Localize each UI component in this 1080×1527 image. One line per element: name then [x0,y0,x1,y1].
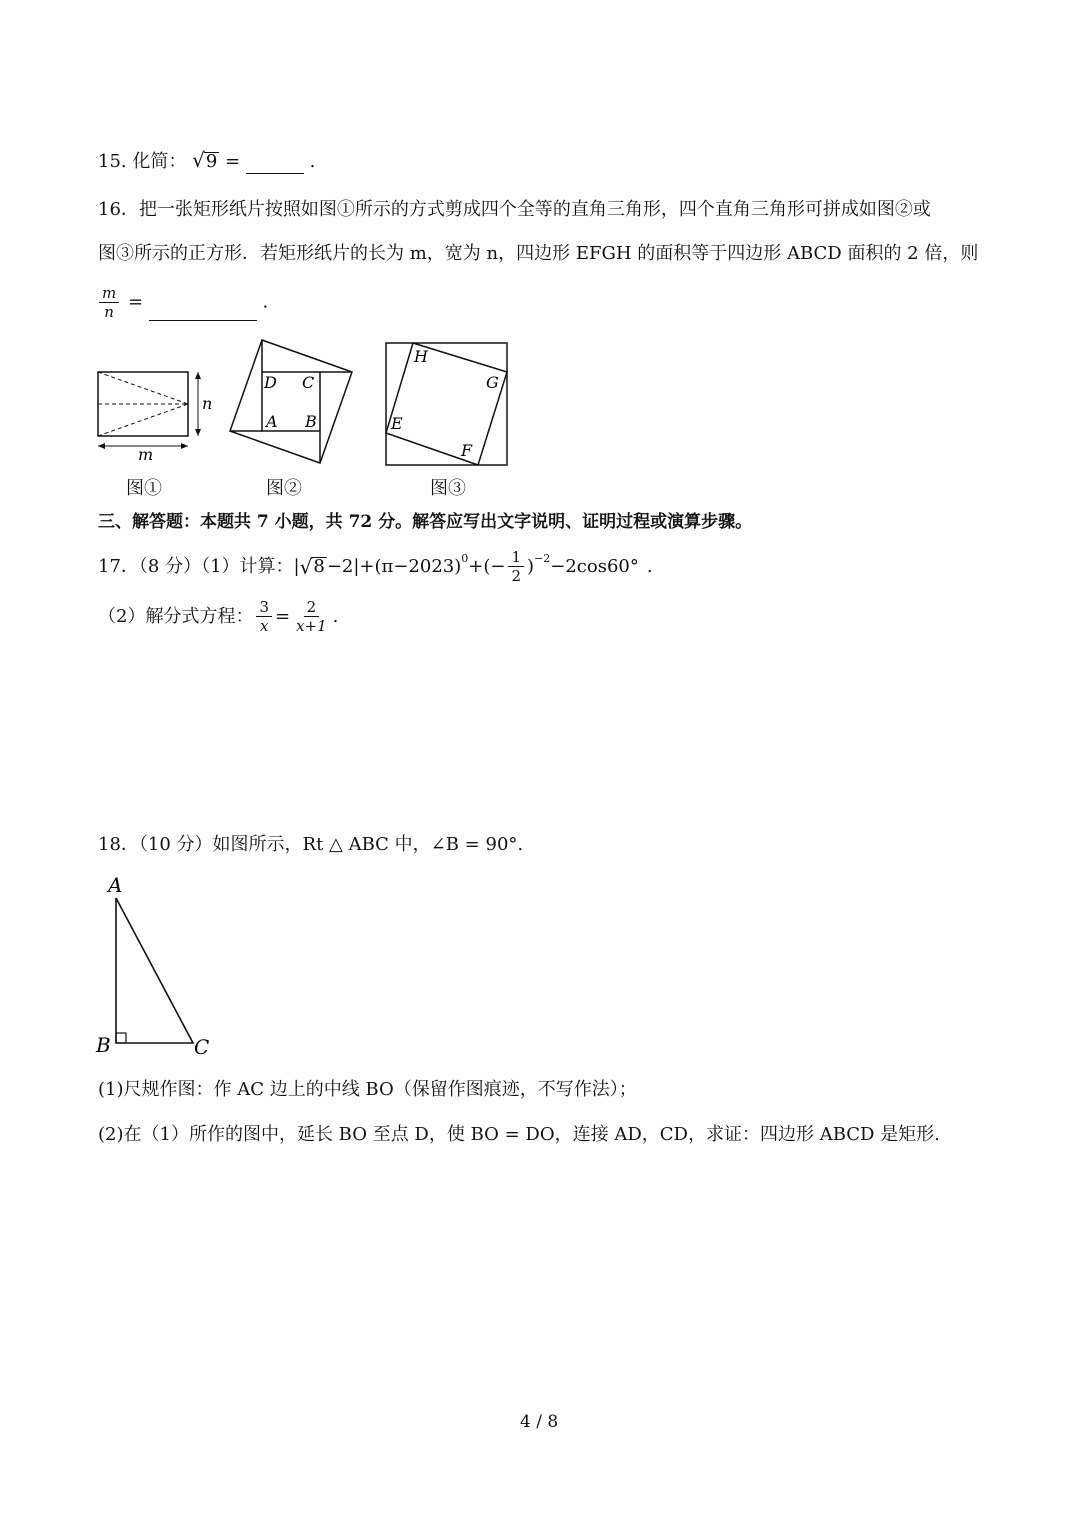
q17-lhs-den: x [259,617,269,635]
q15-radicand: 9 [205,151,218,172]
fig1-label-n: n [202,394,213,413]
q15-prompt: 化简： [132,151,187,172]
fig1-dash-3 [98,404,188,436]
q18-part-2: (2)在（1）所作的图中，延长 BO 至点 D，使 BO = DO，连接 AD，CD，求证：四边形 ABCD 是矩形. [98,1124,940,1145]
q16-frac-num: m [99,284,119,303]
q16-frac-den: n [104,303,114,321]
q18-part-1: (1)尺规作图：作 AC 边上的中线 BO（保留作图痕迹，不写作法）； [98,1079,637,1100]
label-b: B [96,1033,111,1057]
q16-equals: = [127,291,144,313]
q17-lhs-fraction [256,598,272,635]
q16-answer-line [96,284,268,321]
fig3-caption: 图③ [430,478,466,499]
q17-half-num: 1 [508,548,524,567]
question-15 [98,148,315,174]
fig2-label-d: D [264,373,277,392]
q17-lhs-num: 3 [256,598,272,617]
q17-close-paren: ) [527,555,535,577]
radical-sign: √ [192,148,205,172]
fig1-n-arrowhead-bottom [195,429,201,436]
q16-line-1: 16．把一张矩形纸片按照如图①所示的方式剪成四个全等的直角三角形，四个直角三角形可拼成如图②或 [98,199,931,220]
figure-3 [386,343,507,465]
q17-tail: −2cos60° [550,555,639,577]
q17-rhs-den: x+1 [296,617,327,635]
q18-triangle-figure [90,870,230,1060]
fig2-label-a: A [266,412,278,431]
q17-rhs-fraction [293,598,330,635]
q17-label: 17．（8 分）（1）计算： [98,555,294,577]
q17-plus-paren: +(− [468,555,506,577]
section-3-heading: 三、解答题：本题共 7 小题，共 72 分。解答应写出文字说明、证明过程或演算步骤。 [98,512,753,532]
fig3-label-g: G [486,373,499,392]
fig3-outer-square [386,343,507,465]
q15-equals: = [225,151,241,172]
figure-2 [230,340,352,463]
q17-equals: = [275,605,291,627]
q17-half-den: 2 [511,567,521,585]
q17-abs-rest: −2|+(π−2023) [326,555,462,577]
q17-radical-sign: √ [299,554,313,579]
fig1-m-arrowhead-left [98,443,105,449]
fig3-label-h: H [414,347,428,366]
q16-end: . [262,291,269,313]
fig2-label-b: B [305,412,317,431]
fig2-outer-square [230,340,352,463]
fig3-label-e: E [391,414,403,433]
fig1-label-m: m [138,445,154,464]
q17-exp-neg2: −2 [534,551,551,565]
label-a: A [108,873,123,897]
label-c: C [194,1035,210,1059]
q16-fraction [99,284,119,321]
q16-answer-blank [149,302,257,321]
fig1-n-arrowhead-top [195,372,201,379]
q17-half-fraction [508,548,524,585]
fig1-m-arrowhead-right [181,443,188,449]
q15-number: 15. [98,151,127,172]
fig3-label-f: F [461,441,473,460]
page-number: 4 / 8 [520,1412,559,1432]
q17-radicand: 8 [313,556,325,577]
q15-end: . [309,151,316,172]
figure-1 [98,372,212,464]
right-angle-mark [116,1033,126,1043]
fig1-dash-1 [98,372,188,404]
question-18-header: 18．（10 分）如图所示，Rt △ ABC 中，∠B = 90°. [98,834,524,855]
fig2-label-c: C [302,373,315,392]
question-17-part-2 [98,598,338,635]
triangle-abc [116,898,193,1043]
q17-end2: . [332,605,339,627]
q17-abs-open: | [293,555,300,577]
q16-line-2: 图③所示的正方形．若矩形纸片的长为 m，宽为 n，四边形 EFGH 的面积等于四边形 ABCD 面积的 2 倍，则 [98,243,979,264]
q17-rhs-num: 2 [304,598,320,617]
question-17-part-1 [98,548,653,585]
fig3-tilted-square [386,343,507,465]
q17-end: . [646,555,653,577]
fig2-caption: 图② [266,478,302,499]
q17-exp-zero: 0 [461,551,469,565]
fig1-caption: 图① [126,478,162,499]
q15-answer-blank [246,155,304,174]
q17-part2-label: （2）解分式方程： [98,605,254,627]
